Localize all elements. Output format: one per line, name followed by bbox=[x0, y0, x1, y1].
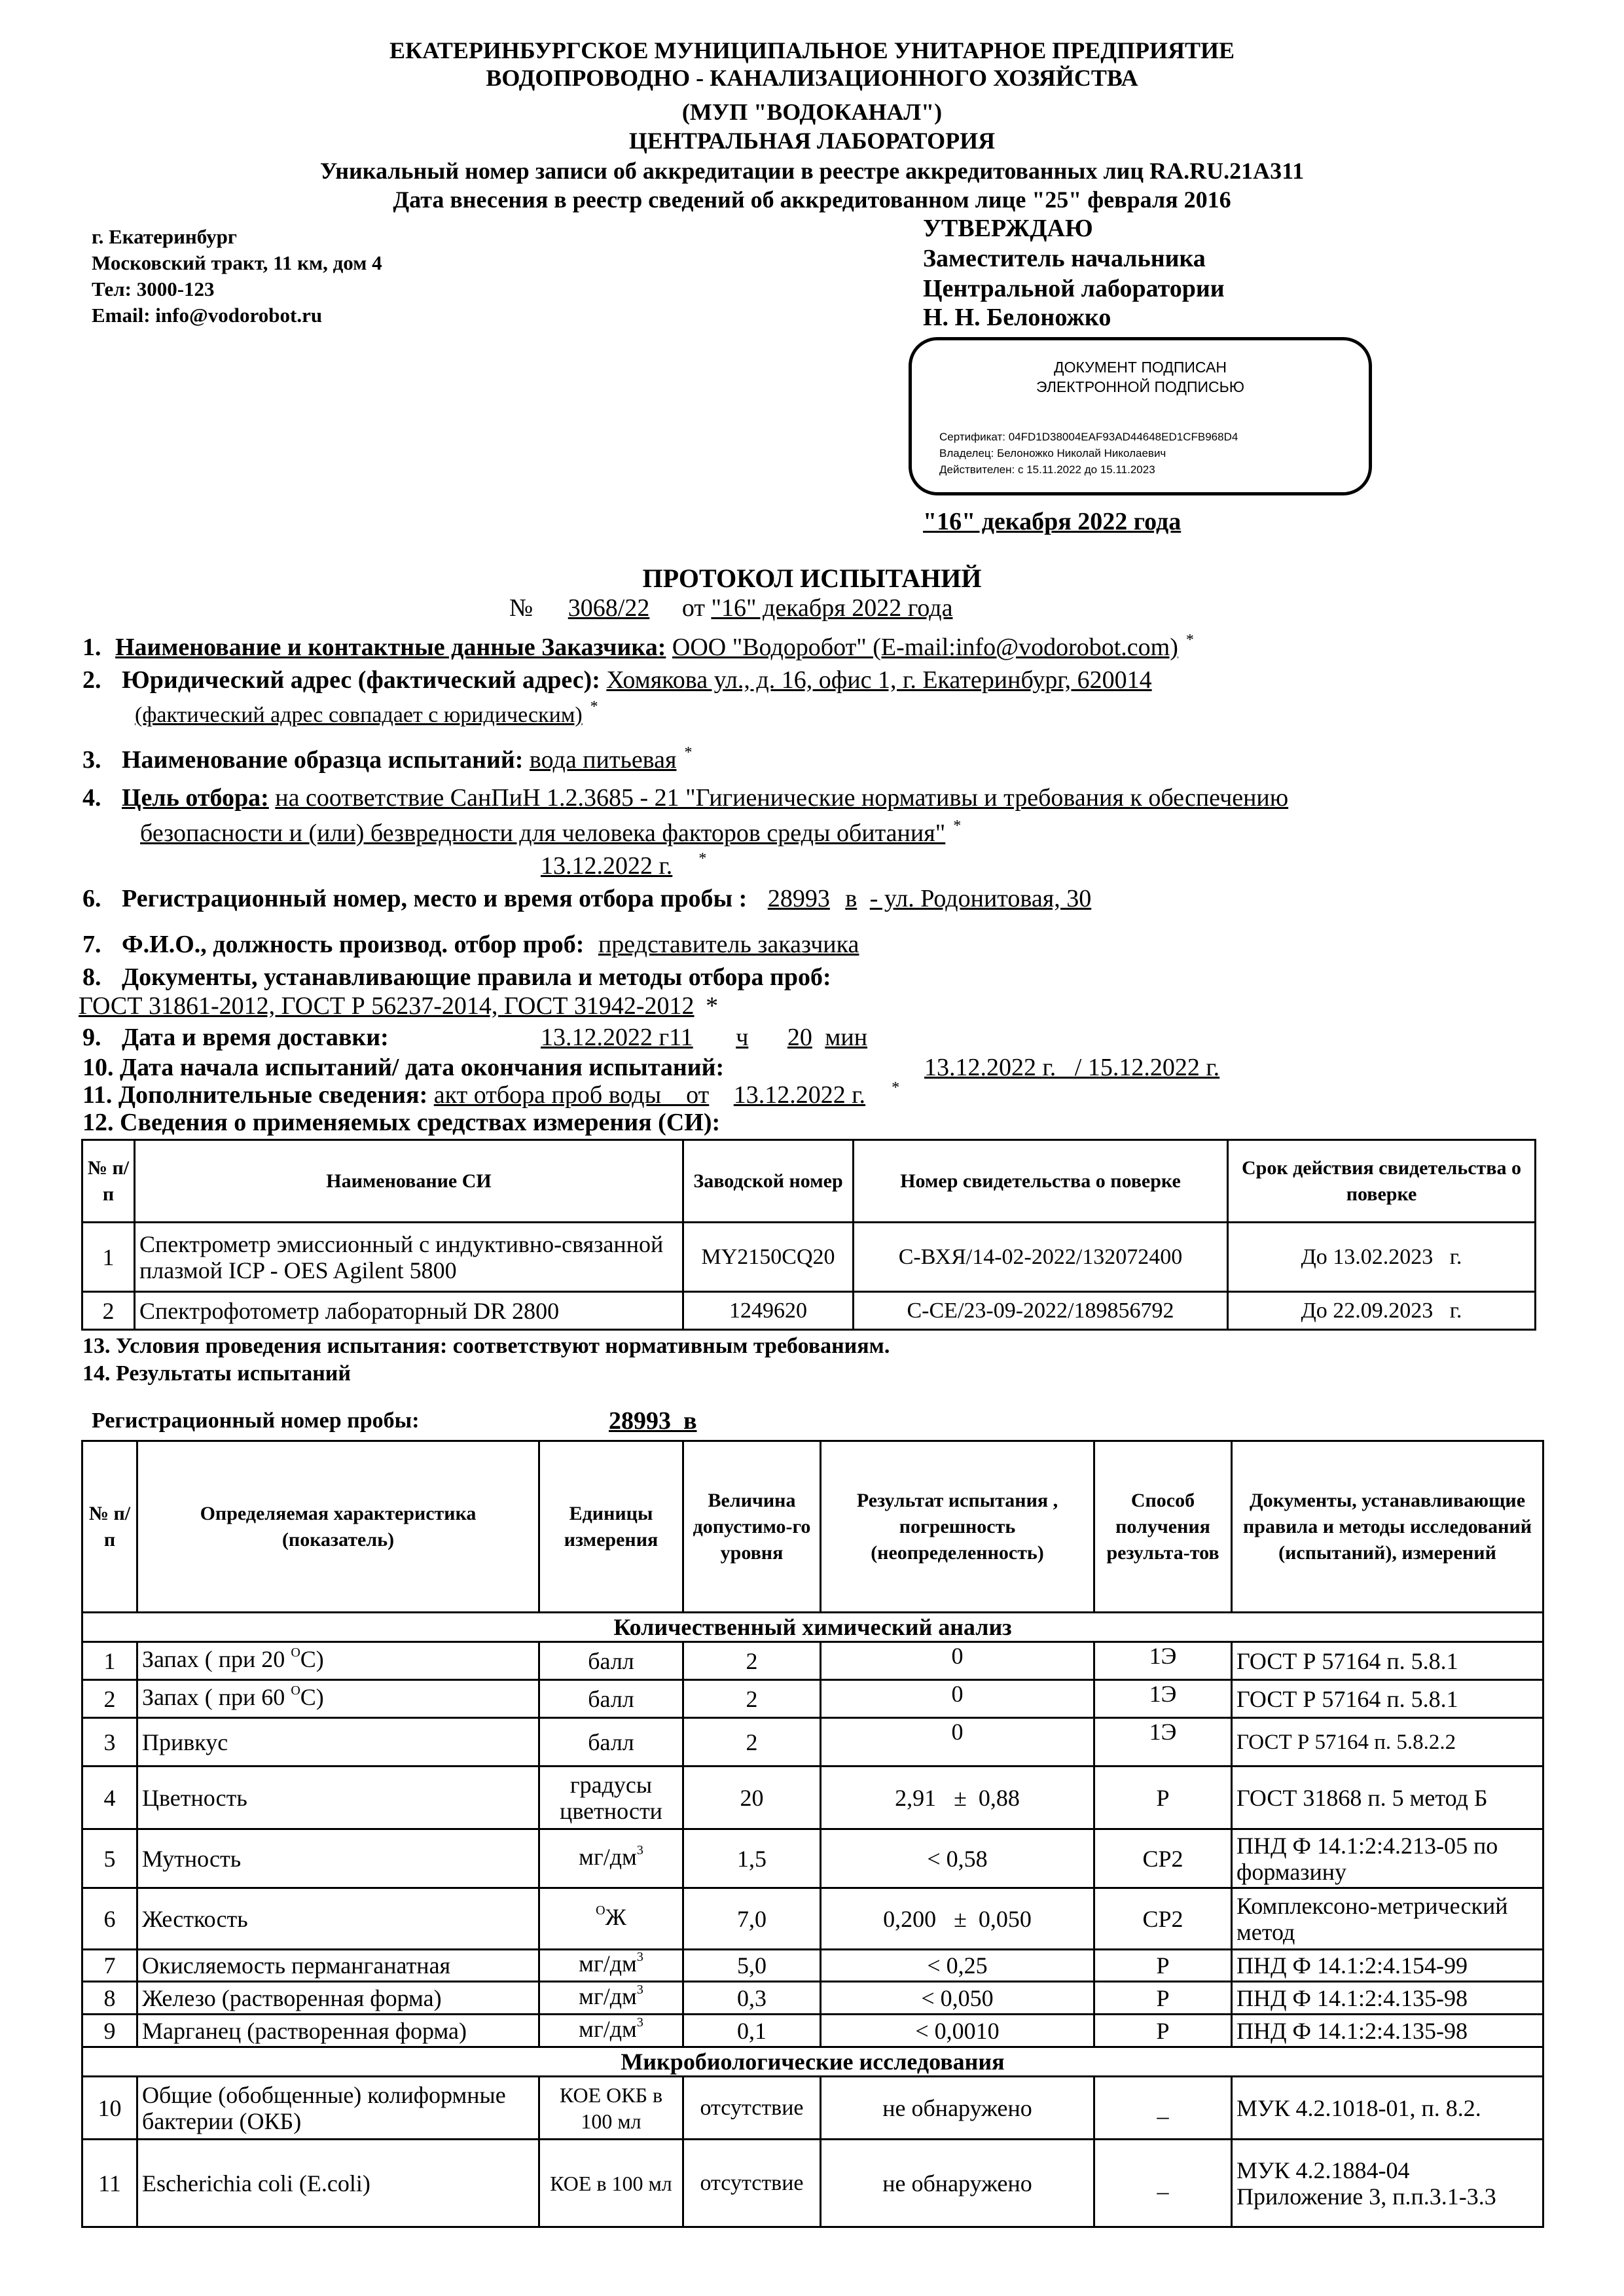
sampling-date: 13.12.2022 г. bbox=[541, 852, 673, 880]
item-8-value: ГОСТ 31861-2012, ГОСТ Р 56237-2014, ГОСТ 31942-2012 * bbox=[79, 992, 719, 1020]
delivery-hours: 11 bbox=[669, 1024, 693, 1051]
sample-reg-label: Регистрационный номер пробы: bbox=[92, 1408, 420, 1433]
results-col-parameter: Определяемая характеристика (показатель) bbox=[137, 1441, 539, 1613]
results-col-limit: Величина допустимо-го уровня bbox=[683, 1441, 821, 1613]
delivery-date: 13.12.2022 г bbox=[541, 1024, 670, 1051]
results-col-result: Результат испытания , погрешность (неопределенность) bbox=[821, 1441, 1094, 1613]
item-1-label: Наименование и контактные данные Заказчика: bbox=[115, 634, 666, 661]
parameter-name: Жесткость bbox=[137, 1888, 539, 1950]
section-row bbox=[82, 2047, 1543, 2077]
instrument-cert: С-ВХЯ/14-02-2022/132072400 bbox=[854, 1223, 1228, 1292]
instruments-col-serial: Заводской номер bbox=[683, 1140, 854, 1223]
item-4-date: 13.12.2022 г. * bbox=[541, 850, 707, 880]
accreditation-number: Уникальный номер записи об аккредитации в реестре аккредитованных лиц RA.RU.21A311 bbox=[319, 158, 1305, 184]
item-10-label: 10. Дата начала испытаний/ дата окончания испытаний: bbox=[82, 1054, 725, 1081]
sampler: представитель заказчика bbox=[598, 931, 859, 958]
item-3: 3. Наименование образца испытаний: вода питьевая * bbox=[82, 744, 693, 774]
table-row: 10 Общие (обобщенные) колиформные бактерии (ОКБ) КОЕ ОКБ в 100 мл отсутствие не обнаружено _ МУК 4.2.1018-01, п. 8.2. bbox=[82, 2077, 1543, 2140]
parameter-name: Марганец (растворенная форма) bbox=[137, 2015, 539, 2047]
protocol-from-label: от bbox=[681, 594, 705, 622]
table-row: 9 Марганец (растворенная форма) $мг/дм^3$ 0,1 < 0,0010 Р ПНД Ф 14.1:2:4.135-98 bbox=[82, 2015, 1543, 2047]
registry-date: Дата внесения в реестр сведений об аккредитованном лице "25" февраля 2016 bbox=[393, 187, 1231, 213]
table-row: 2 Запах ( при 60 $^O$С) балл 2 0 1Э ГОСТ Р 57164 п. 5.8.1 bbox=[82, 1680, 1543, 1718]
instrument-serial: MY2150CQ20 bbox=[683, 1223, 854, 1292]
instruments-col-cert: Номер свидетельства о поверке bbox=[854, 1140, 1228, 1223]
parameter-name: Escherichia coli (E.coli) bbox=[137, 2140, 539, 2227]
approval-position-2: Центральной лаборатории bbox=[923, 275, 1225, 302]
stamp-validity: Действителен: с 15.11.2022 до 15.11.2023 bbox=[939, 463, 1155, 476]
item-4-cont: безопасности и (или) безвредности для человека факторов среды обитания" * bbox=[82, 818, 961, 852]
item-2: 2. Юридический адрес (фактический адрес): Хомякова ул., д. 16, офис 1, г. Екатеринбург, 620014 bbox=[82, 666, 1152, 694]
item-7: 7. Ф.И.О., должность производ. отбор проб: представитель заказчика bbox=[82, 931, 859, 958]
results-col-documents: Документы, устанавливающие правила и методы исследований (испытаний), измерений bbox=[1232, 1441, 1543, 1613]
table-row: 5 Мутность $мг/дм^3$ 1,5 < 0,58 СР2 ПНД Ф 14.1:2:4.213-05 по формазину bbox=[82, 1829, 1543, 1888]
instrument-name: Спектрометр эмиссионный с индуктивно-связанной плазмой ICP - OES Agilent 5800 bbox=[135, 1223, 683, 1292]
item-8-label: Документы, устанавливающие правила и методы отбора проб: bbox=[122, 963, 831, 991]
approval-position-1: Заместитель начальника bbox=[923, 245, 1206, 272]
additional-info: акт отбора проб воды от bbox=[433, 1081, 710, 1109]
instruments-col-no: № п/п bbox=[82, 1140, 135, 1223]
org-name-line2: ВОДОПРОВОДНО - КАНАЛИЗАЦИОННОГО ХОЗЯЙСТВА bbox=[486, 65, 1138, 91]
item-11: 11. Дополнительные сведения: акт отбора проб воды от 13.12.2022 г. * bbox=[82, 1079, 900, 1109]
protocol-number: 3068/22 bbox=[568, 594, 650, 622]
section-row bbox=[82, 1613, 1543, 1642]
test-period: 13.12.2022 г. / 15.12.2022 г. bbox=[924, 1054, 1220, 1081]
table-row: 1 Запах ( при 20 $^O$С) балл 2 0 1Э ГОСТ Р 57164 п. 5.8.1 bbox=[82, 1642, 1543, 1680]
sampling-purpose-cont: безопасности и (или) безвредности для человека факторов среды обитания" bbox=[140, 819, 946, 847]
table-row: 2 Спектрофотометр лабораторный DR 2800 1249620 С-СЕ/23-09-2022/189856792 До 22.09.2023 г. bbox=[82, 1292, 1536, 1330]
parameter-name: Запах ( при 20 $^O$С) bbox=[137, 1642, 539, 1680]
delivery-minutes: 20 bbox=[787, 1024, 812, 1051]
parameter-name: Железо (растворенная форма) bbox=[137, 1982, 539, 2015]
item-11-label: 11. Дополнительные сведения: bbox=[82, 1081, 428, 1109]
legal-address: Хомякова ул., д. 16, офис 1, г. Екатеринбург, 620014 bbox=[606, 666, 1152, 694]
sample-reg-number: 28993 в bbox=[609, 1407, 697, 1435]
item-3-label: Наименование образца испытаний: bbox=[122, 746, 524, 774]
approval-title: УТВЕРЖДАЮ bbox=[923, 215, 1093, 242]
instrument-cert: С-СЕ/23-09-2022/189856792 bbox=[854, 1292, 1228, 1330]
stamp-certificate: Сертификат: 04FD1D38004EAF93AD44648ED1CFB968D4 bbox=[939, 431, 1238, 443]
instruments-header-row bbox=[82, 1140, 1536, 1223]
item-9: 9. Дата и время доставки: bbox=[82, 1024, 389, 1051]
instrument-valid: До 13.02.2023 г. bbox=[1228, 1223, 1536, 1292]
stamp-line2: ЭЛЕКТРОННОЙ ПОДПИСЬЮ bbox=[1036, 378, 1244, 395]
instruments-table bbox=[81, 1139, 1536, 1331]
table-row: 4 Цветность градусы цветности 20 2,91 ± 0,88 Р ГОСТ 31868 п. 5 метод Б bbox=[82, 1767, 1543, 1829]
item-9-label: Дата и время доставки: bbox=[122, 1024, 389, 1051]
results-col-units: Единицы измерения bbox=[539, 1441, 683, 1613]
table-row: 6 Жесткость $^О$Ж 7,0 0,200 ± 0,050 СР2 Комплексоно-метрический метод bbox=[82, 1888, 1543, 1950]
protocol-number-row bbox=[509, 593, 952, 623]
instrument-name: Спектрофотометр лабораторный DR 2800 bbox=[135, 1292, 683, 1330]
parameter-name: Окисляемость перманганатная bbox=[137, 1950, 539, 1982]
approval-date: "16" декабря 2022 года bbox=[923, 508, 1182, 535]
org-name-line3: (МУП "ВОДОКАНАЛ") bbox=[681, 99, 943, 125]
item-6-label: Регистрационный номер, место и время отбора пробы : bbox=[122, 885, 748, 912]
table-row: 7 Окисляемость перманганатная $мг/дм^3$ 5,0 < 0,25 Р ПНД Ф 14.1:2:4.154-99 bbox=[82, 1950, 1543, 1982]
item-2-note: (фактический адрес совпадает с юридическим) * bbox=[82, 702, 598, 731]
results-col-method: Способ получения результа-тов bbox=[1094, 1441, 1232, 1613]
stamp-owner: Владелец: Белоножко Николай Николаевич bbox=[939, 447, 1166, 459]
instrument-serial: 1249620 bbox=[683, 1292, 854, 1330]
item-4-label: Цель отбора: bbox=[122, 784, 269, 812]
results-header-row bbox=[82, 1441, 1543, 1613]
instrument-valid: До 22.09.2023 г. bbox=[1228, 1292, 1536, 1330]
parameter-name: Запах ( при 60 $^O$С) bbox=[137, 1680, 539, 1718]
protocol-no-label: № bbox=[509, 594, 533, 622]
sampling-purpose: на соответствие СанПиН 1.2.3685 - 21 "Гигиенические нормативы и требования к обеспечению bbox=[275, 784, 1289, 812]
address-phone: Тел: 3000-123 bbox=[92, 278, 215, 300]
delivery-time: 13.12.2022 г11 ч 20 мин bbox=[541, 1024, 868, 1051]
protocol-title: ПРОТОКОЛ ИСПЫТАНИЙ bbox=[642, 564, 982, 593]
instruments-col-valid: Срок действия свидетельства о поверке bbox=[1228, 1140, 1536, 1223]
address-email: Email: info@vodorobot.ru bbox=[92, 304, 323, 327]
parameter-name: Мутность bbox=[137, 1829, 539, 1888]
item-12-label: 12. Сведения о применяемых средствах измерения (СИ): bbox=[82, 1109, 721, 1136]
table-row: 8 Железо (растворенная форма) $мг/дм^3$ 0,3 < 0,050 Р ПНД Ф 14.1:2:4.135-98 bbox=[82, 1982, 1543, 2015]
parameter-name: Цветность bbox=[137, 1767, 539, 1829]
results-col-no: № п/п bbox=[82, 1441, 137, 1613]
parameter-name: Привкус bbox=[137, 1718, 539, 1767]
parameter-name: Общие (обобщенные) колиформные бактерии (ОКБ) bbox=[137, 2077, 539, 2140]
section-chemical: Количественный химический анализ bbox=[82, 1613, 1543, 1642]
act-date: 13.12.2022 г. bbox=[733, 1081, 866, 1109]
customer-name: ООО "Водоробот" (E-mail:info@vodorobot.com) bbox=[672, 634, 1178, 661]
item-1: 1. Наименование и контактные данные Заказчика: ООО "Водоробот" (E-mail:info@vodorobot.com) * bbox=[82, 632, 1194, 661]
actual-address-note: (фактический адрес совпадает с юридическим) bbox=[135, 703, 583, 727]
item-8: 8. Документы, устанавливающие правила и методы отбора проб: bbox=[82, 963, 831, 991]
results-table bbox=[81, 1440, 1544, 2228]
instruments-col-name: Наименование СИ bbox=[135, 1140, 683, 1223]
item-13-label: 13. Условия проведения испытания: соответствуют нормативным требованиям. bbox=[82, 1334, 890, 1358]
item-6: 6. Регистрационный номер, место и время отбора пробы : 28993 в - ул. Родонитовая, 30 bbox=[82, 885, 1092, 912]
sample-name: вода питьевая bbox=[529, 746, 677, 774]
item-2-label: Юридический адрес (фактический адрес): bbox=[122, 666, 600, 694]
registration-number: 28993 bbox=[767, 885, 830, 912]
address-city: г. Екатеринбург bbox=[92, 225, 237, 248]
protocol-date: "16" декабря 2022 года bbox=[711, 594, 953, 622]
item-7-label: Ф.И.О., должность производ. отбор проб: bbox=[122, 931, 585, 958]
e-signature-stamp bbox=[909, 337, 1372, 495]
registration-letter: в bbox=[845, 885, 857, 912]
item-14-label: 14. Результаты испытаний bbox=[82, 1361, 351, 1386]
org-name-line1: ЕКАТЕРИНБУРГСКОЕ МУНИЦИПАЛЬНОЕ УНИТАРНОЕ ПРЕДПРИЯТИЕ bbox=[389, 37, 1235, 63]
stamp-line1: ДОКУМЕНТ ПОДПИСАН bbox=[1054, 359, 1227, 376]
table-row: 11 Escherichia coli (E.coli) КОЕ в 100 мл отсутствие не обнаружено _ МУК 4.2.1884-04 Приложение 3, п.п.3.1-3.3 bbox=[82, 2140, 1543, 2227]
table-row: 1 Спектрометр эмиссионный с индуктивно-связанной плазмой ICP - OES Agilent 5800 MY2150CQ20 С-ВХЯ/14-02-2022/132072400 До 13.02.2023 г. bbox=[82, 1223, 1536, 1292]
lab-name: ЦЕНТРАЛЬНАЯ ЛАБОРАТОРИЯ bbox=[628, 128, 996, 154]
item-4: 4. Цель отбора: на соответствие СанПиН 1.2.3685 - 21 "Гигиенические нормативы и требования к обеспечению bbox=[82, 784, 1289, 812]
address-street: Московский тракт, 11 км, дом 4 bbox=[92, 251, 382, 274]
approval-name: Н. Н. Белоножко bbox=[923, 304, 1111, 331]
table-row: 3 Привкус балл 2 0 1Э ГОСТ Р 57164 п. 5.8.2.2 bbox=[82, 1718, 1543, 1767]
section-microbiology: Микробиологические исследования bbox=[82, 2047, 1543, 2077]
sampling-standards: ГОСТ 31861-2012, ГОСТ Р 56237-2014, ГОСТ 31942-2012 bbox=[79, 992, 695, 1020]
sampling-place: - ул. Родонитовая, 30 bbox=[869, 885, 1092, 912]
